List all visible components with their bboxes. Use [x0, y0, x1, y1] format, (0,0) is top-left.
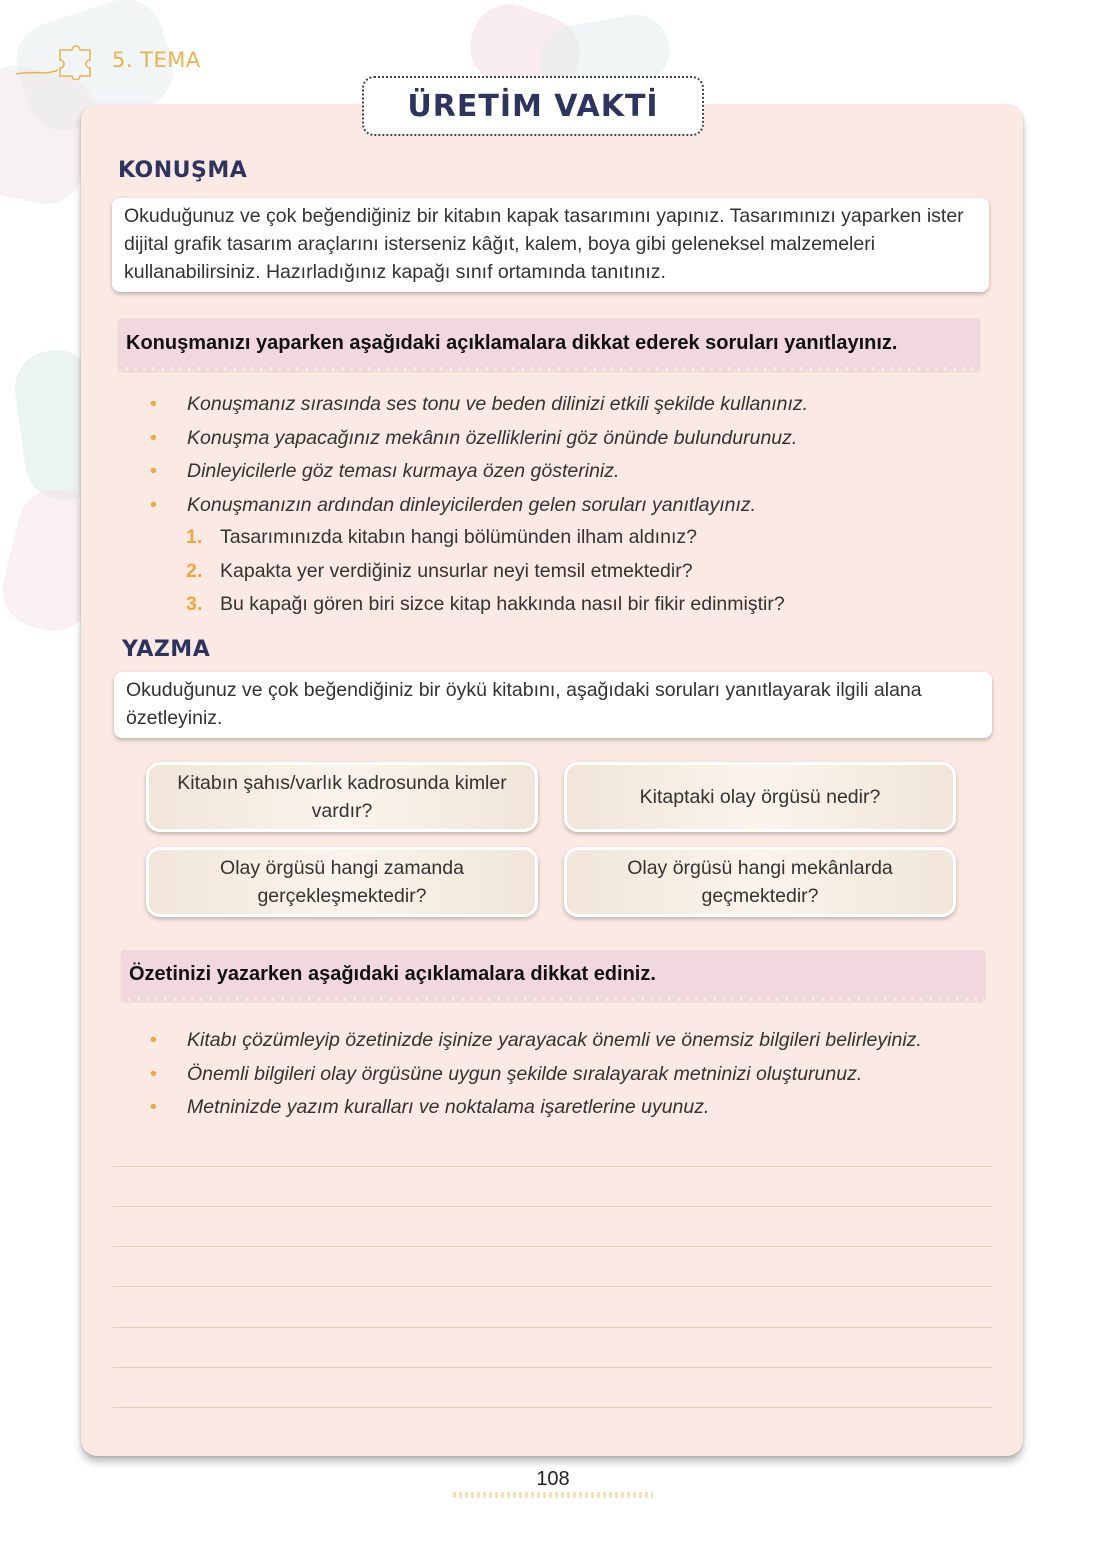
writing-line[interactable]	[113, 1407, 992, 1408]
list-item: • Konuşma yapacağınız mekânın özelliklerini göz önünde bulundurunuz.	[150, 422, 990, 456]
list-item: • Metninizde yazım kuralları ve noktalama işaretlerine uyunuz.	[150, 1091, 1000, 1125]
list-item: • Dinleyicilerle göz teması kurmaya özen gösteriniz.	[150, 455, 990, 489]
bullet-icon: •	[150, 493, 157, 516]
konusma-intro-box	[112, 198, 989, 292]
writing-line[interactable]	[113, 1206, 992, 1207]
writing-line[interactable]	[113, 1367, 992, 1368]
writing-line[interactable]	[113, 1327, 992, 1328]
konusma-bullet-list	[150, 388, 990, 522]
list-item: • Konuşmanızın ardından dinleyicilerden gelen soruları yanıtlayınız.	[150, 489, 990, 523]
bullet-icon: •	[150, 426, 157, 449]
list-item: • Kitabı çözümleyip özetinizde işinize yarayacak önemli ve önemsiz bilgileri belirleyiniz.	[150, 1024, 1000, 1058]
bullet-icon: •	[150, 460, 157, 482]
writing-line[interactable]	[113, 1286, 992, 1287]
puzzle-icon	[14, 40, 106, 80]
bullet-icon: •	[150, 1096, 157, 1118]
konusma-instruction-text: Konuşmanızı yaparken aşağıdaki açıklamalara dikkat ederek soruları yanıtlayınız.	[126, 331, 898, 354]
footer-decoration	[453, 1492, 653, 1498]
page-title: ÜRETİM VAKTİ	[407, 88, 659, 124]
yazma-heading: YAZMA	[122, 637, 211, 662]
konusma-question-list	[186, 521, 986, 622]
konusma-heading: KONUŞMA	[118, 158, 248, 183]
list-item: • Önemli bilgileri olay örgüsüne uygun şekilde sıralayarak metninizi oluşturunuz.	[150, 1058, 1000, 1092]
question-item: 3. Bu kapağı gören biri sizce kitap hakkında nasıl bir fikir edinmiştir?	[186, 593, 785, 615]
yazma-instruction-text: Özetinizi yazarken aşağıdaki açıklamalara dikkat ediniz.	[129, 962, 656, 985]
yazma-intro-box	[114, 672, 992, 738]
prompt-box: Kitaptaki olay örgüsü nedir?	[564, 762, 956, 832]
prompt-box: Olay örgüsü hangi zamanda gerçekleşmektedir?	[146, 847, 538, 917]
prompt-box: Olay örgüsü hangi mekânlarda geçmektedir?	[564, 847, 956, 917]
yazma-bullet-list	[150, 1024, 1000, 1125]
page-number: 108	[536, 1468, 570, 1490]
bullet-icon: •	[150, 393, 157, 415]
question-item: 1. Tasarımınızda kitabın hangi bölümünden ilham aldınız?	[186, 526, 697, 548]
theme-badge	[14, 40, 201, 80]
yazma-intro-text: Okuduğunuz ve çok beğendiğiniz bir öykü kitabını, aşağıdaki soruları yanıtlayarak ilgili alana özetleyiniz.	[126, 679, 922, 729]
question-item: 2. Kapakta yer verdiğiniz unsurlar neyi temsil etmektedir?	[186, 559, 693, 582]
writing-line[interactable]	[113, 1246, 992, 1247]
writing-line[interactable]	[113, 1166, 992, 1167]
konusma-instruction-strip	[119, 318, 979, 368]
yazma-instruction-strip	[122, 950, 984, 998]
prompt-box: Kitabın şahıs/varlık kadrosunda kimler vardır?	[146, 762, 538, 832]
konusma-intro-text: Okuduğunuz ve çok beğendiğiniz bir kitabın kapak tasarımını yapınız. Tasarımınızı yaparken ister dijital grafik tasarım araçlarını isterseniz kâğıt, kalem, boya gibi geleneksel malzemeleri kullanabilirsiniz. Hazırladığınız kapağı sınıf ortamında tanıtınız.	[124, 205, 964, 283]
bullet-icon: •	[150, 1029, 157, 1051]
bullet-icon: •	[150, 1062, 157, 1085]
list-item: • Konuşmanız sırasında ses tonu ve beden dilinizi etkili şekilde kullanınız.	[150, 388, 990, 422]
theme-label: 5. TEMA	[112, 48, 201, 72]
title-box	[362, 76, 704, 136]
